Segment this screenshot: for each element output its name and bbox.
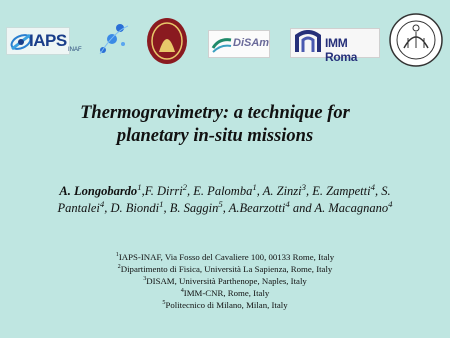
author-name: D. Biondi (110, 201, 160, 215)
disam-logo (208, 30, 270, 58)
author-affiliation-number: 1 (159, 198, 164, 209)
disam-wave-icon (211, 32, 233, 56)
author-list (10, 183, 440, 217)
affiliation-number: 1 (115, 252, 119, 259)
imm-roma-mark-icon (293, 30, 323, 56)
affiliation-number: 2 (117, 264, 121, 271)
affiliation-item (20, 263, 430, 275)
author-name: A. Macagnano (314, 201, 389, 215)
polimi-seal (388, 12, 444, 68)
author-affiliation-number: 4 (99, 198, 105, 209)
planets-logo (96, 22, 130, 58)
planets-icon (96, 22, 130, 58)
affiliation-number: 5 (162, 300, 166, 307)
affiliation-text: DISAM, Università Parthenope, Naples, Italy (146, 276, 307, 286)
author-name: B. Saggin (169, 201, 219, 215)
author-name: E. Palomba (193, 184, 253, 198)
author-line-1: A. Longobardo$^1$,F. Dirri$^2$, E. Palomba$^1$, A. Zinzi$^3$, E. Zampetti$^4$, S. (59, 181, 391, 198)
inaf-wordmark: INAF (68, 47, 82, 53)
affiliation-item (20, 275, 430, 287)
author-affiliation-number: 4 (370, 181, 375, 192)
affiliation-number: 3 (143, 276, 147, 283)
affiliation-item (20, 251, 430, 263)
iaps-wordmark: IAPS (29, 31, 67, 50)
author-separator: , (141, 184, 145, 198)
author-name: A. Zinzi (262, 184, 302, 198)
author-separator: , (374, 184, 382, 198)
author-separator: and (289, 201, 315, 215)
title-line-2: planetary in-situ missions (116, 126, 314, 146)
sapienza-seal (145, 16, 189, 66)
author-name: E. Zampetti (312, 184, 371, 198)
affiliation-text: Dipartimento di Fisica, Università La Sapienza, Rome, Italy (120, 264, 333, 274)
affiliation-text: Politecnico di Milano, Milan, Italy (165, 300, 288, 310)
author-affiliation-number: 1 (137, 181, 142, 192)
author-affiliation-number: 4 (388, 198, 393, 209)
affiliation-text: IMM-CNR, Rome, Italy (183, 288, 270, 298)
inaf-logo (68, 38, 90, 53)
author-separator: , (306, 184, 313, 198)
author-affiliation-number: 3 (301, 181, 307, 192)
author-name: A. Longobardo (59, 184, 138, 198)
imm-roma-logo (290, 28, 380, 64)
sapienza-seal-icon (145, 16, 189, 66)
author-name: A.Bearzotti (228, 201, 286, 215)
title-line-1: Thermogravimetry: a technique for (80, 103, 350, 123)
polimi-seal-icon (388, 12, 444, 68)
author-affiliation-number: 5 (218, 198, 223, 209)
author-separator: , (104, 201, 111, 215)
author-affiliation-number: 1 (252, 181, 257, 192)
author-separator: , (256, 184, 263, 198)
author-separator: , (163, 201, 170, 215)
disam-wordmark: DiSAm (233, 37, 270, 49)
logo-bar (0, 0, 450, 72)
author-affiliation-number: 4 (285, 198, 290, 209)
presentation-title (60, 102, 370, 148)
author-name: F. Dirri (144, 184, 183, 198)
author-line-2: Pantalei$^4$, D. Biondi$^1$, B. Saggin$^5$, A.Bearzotti$^4$ and A. Macagnano$^4$ (57, 198, 393, 215)
affiliation-list (20, 251, 430, 311)
affiliation-item (20, 299, 430, 311)
affiliation-text: IAPS-INAF, Via Fosso del Cavaliere 100, 00133 Rome, Italy (118, 252, 335, 262)
affiliation-item (20, 287, 430, 299)
author-separator: , (222, 201, 229, 215)
affiliation-number: 4 (180, 288, 184, 295)
author-separator: , (187, 184, 194, 198)
iaps-logo (6, 27, 70, 55)
author-affiliation-number: 2 (182, 181, 188, 192)
imm-roma-wordmark: IMM Roma (325, 36, 358, 64)
